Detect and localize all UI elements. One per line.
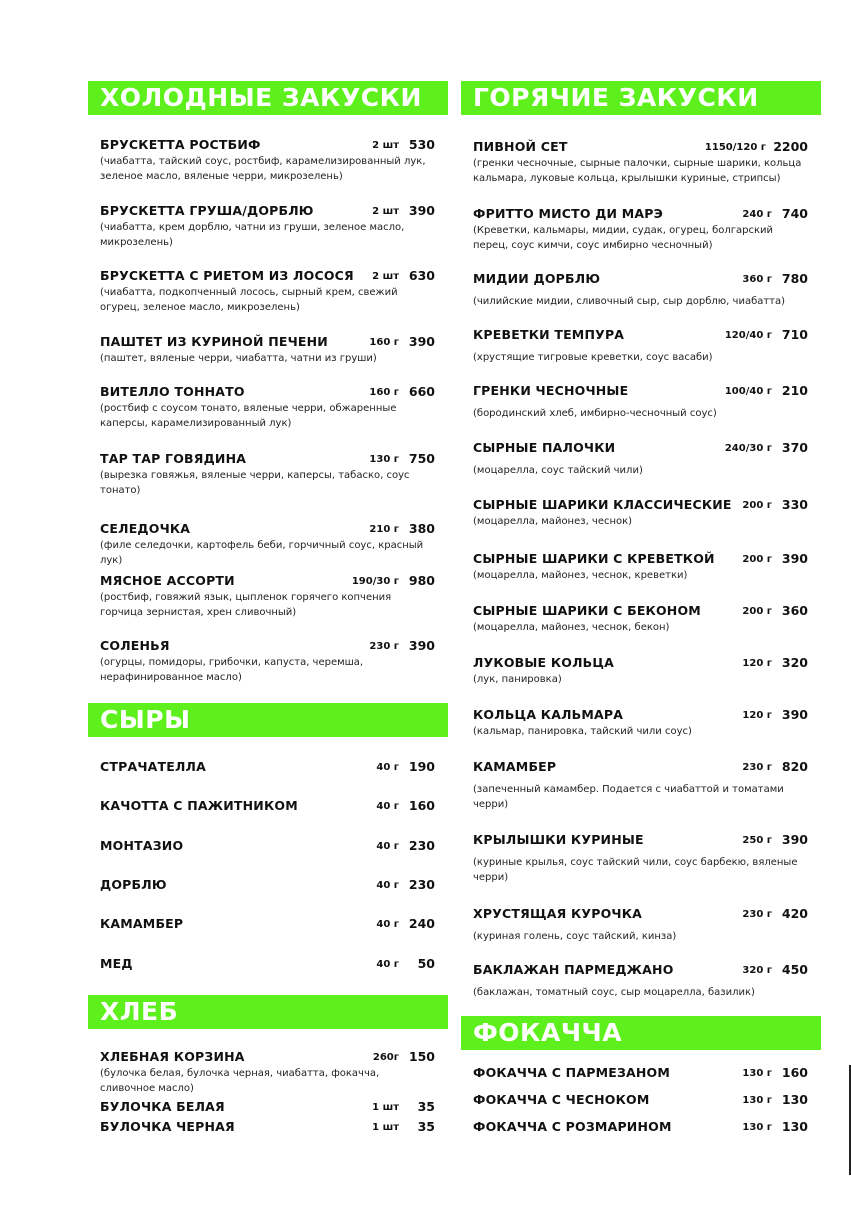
menu-item xyxy=(473,655,808,687)
item-description: (кальмар, панировка, тайский чили соус) xyxy=(473,726,692,737)
item-description: (Креветки, кальмары, мидии, судак, огурец, болгарский перец, соус кимчи, соус имбирно чесночный) xyxy=(473,225,774,251)
item-weight: 240 г xyxy=(742,209,772,220)
item-price: 780 xyxy=(781,271,808,286)
menu-item xyxy=(100,1099,435,1115)
item-description: (огурцы, помидоры, грибочки, капуста, черемша, нерафинированное масло) xyxy=(100,657,364,683)
item-name: ПАШТЕТ ИЗ КУРИНОЙ ПЕЧЕНИ xyxy=(100,334,328,349)
item-weight: 1 шт xyxy=(372,1122,399,1133)
item-name: МЕД xyxy=(100,956,133,971)
item-weight: 120/40 г xyxy=(724,330,772,341)
item-name: СЫРНЫЕ ШАРИКИ С БЕКОНОМ xyxy=(473,603,701,618)
item-price: 390 xyxy=(408,638,435,653)
item-price: 35 xyxy=(417,1099,435,1114)
item-name: ХРУСТЯЩАЯ КУРОЧКА xyxy=(473,906,643,921)
item-description: (филе селедочки, картофель беби, горчичный соус, красный лук) xyxy=(100,540,424,566)
item-name: ФОКАЧЧА С ЧЕСНОКОМ xyxy=(473,1092,650,1107)
item-description: (лук, панировка) xyxy=(473,674,562,685)
item-name: МИДИИ ДОРБЛЮ xyxy=(473,271,601,286)
menu-item xyxy=(100,759,435,775)
menu-item xyxy=(473,206,808,253)
menu-item xyxy=(473,832,808,885)
item-price: 710 xyxy=(781,327,808,342)
menu-item xyxy=(100,838,435,854)
section-title-cheese: СЫРЫ xyxy=(88,703,448,737)
menu-item xyxy=(473,440,808,478)
menu-item xyxy=(100,384,435,431)
item-description: (гренки чесночные, сырные палочки, сырные шарики, кольца кальмара, луковые кольца, крылышки куриные, стрипсы) xyxy=(473,158,802,184)
item-name: ХЛЕБНАЯ КОРЗИНА xyxy=(100,1049,245,1064)
section-title-focaccia: ФОКАЧЧА xyxy=(461,1016,821,1050)
item-name: МЯСНОЕ АССОРТИ xyxy=(100,573,235,588)
menu-item xyxy=(473,707,808,739)
item-price: 330 xyxy=(781,497,808,512)
menu-item xyxy=(100,573,435,620)
item-price: 130 xyxy=(781,1119,808,1134)
item-name: БРУСКЕТТА РОСТБИФ xyxy=(100,137,261,152)
item-name: ФРИТТО МИСТО ДИ МАРЭ xyxy=(473,206,664,221)
menu-item xyxy=(100,877,435,893)
item-name: СЕЛЕДОЧКА xyxy=(100,521,191,536)
item-name: СТРАЧАТЕЛЛА xyxy=(100,759,207,774)
item-price: 390 xyxy=(408,203,435,218)
item-description: (моцарелла, майонез, чеснок, креветки) xyxy=(473,570,688,581)
item-description: (моцарелла, майонез, чеснок, бекон) xyxy=(473,622,670,633)
item-description: (вырезка говяжья, вяленые черри, каперсы, табаско, соус тонато) xyxy=(100,470,410,496)
item-name: ФОКАЧЧА С РОЗМАРИНОМ xyxy=(473,1119,672,1134)
menu-item xyxy=(100,1049,435,1096)
item-weight: 230 г xyxy=(742,909,772,920)
item-name: ГРЕНКИ ЧЕСНОЧНЫЕ xyxy=(473,383,629,398)
item-name: ДОРБЛЮ xyxy=(100,877,167,892)
item-weight: 250 г xyxy=(742,835,772,846)
menu-item xyxy=(100,1119,435,1135)
item-description: (чилийские мидии, сливочный сыр, сыр дорблю, чиабатта) xyxy=(473,296,786,307)
item-description: (хрустящие тигровые креветки, соус васаби) xyxy=(473,352,713,363)
item-weight: 200 г xyxy=(742,500,772,511)
item-price: 660 xyxy=(408,384,435,399)
item-description: (ростбиф с соусом тонато, вяленые черри, обжаренные каперсы, карамелизированный лук) xyxy=(100,403,397,429)
section-title-bread: ХЛЕБ xyxy=(88,995,448,1029)
menu-item xyxy=(473,271,808,309)
item-weight: 230 г xyxy=(742,762,772,773)
item-weight: 210 г xyxy=(369,524,399,535)
item-description: (баклажан, томатный соус, сыр моцарелла, базилик) xyxy=(473,987,755,998)
item-description: (чиабатта, тайский соус, ростбиф, карамелизированный лук, зеленое масло, вяленые черри, микрозелень) xyxy=(100,156,426,182)
item-weight: 320 г xyxy=(742,965,772,976)
menu-item xyxy=(473,906,808,944)
menu-item xyxy=(473,327,808,365)
item-description: (паштет, вяленые черри, чиабатта, чатни из груши) xyxy=(100,353,377,364)
menu-item xyxy=(473,139,808,186)
item-name: ФОКАЧЧА С ПАРМЕЗАНОМ xyxy=(473,1065,671,1080)
item-name: БУЛОЧКА ЧЕРНАЯ xyxy=(100,1119,235,1134)
menu-item xyxy=(473,1119,808,1135)
item-price: 750 xyxy=(408,451,435,466)
item-name: ПИВНОЙ СЕТ xyxy=(473,139,568,154)
item-name: ТАР ТАР ГОВЯДИНА xyxy=(100,451,247,466)
menu-item xyxy=(473,383,808,421)
item-description: (моцарелла, майонез, чеснок) xyxy=(473,516,633,527)
item-price: 150 xyxy=(408,1049,435,1064)
item-weight: 160 г xyxy=(369,337,399,348)
item-price: 230 xyxy=(408,877,435,892)
item-weight: 120 г xyxy=(742,658,772,669)
item-weight: 2 шт xyxy=(372,206,399,217)
item-price: 530 xyxy=(408,137,435,152)
item-weight: 130 г xyxy=(369,454,399,465)
item-name: ВИТЕЛЛО ТОННАТО xyxy=(100,384,245,399)
item-description: (булочка белая, булочка черная, чиабатта, фокачча, сливочное масло) xyxy=(100,1068,380,1094)
item-price: 230 xyxy=(408,838,435,853)
item-name: КАЧОТТА С ПАЖИТНИКОМ xyxy=(100,798,298,813)
menu-item xyxy=(473,497,808,529)
menu-item xyxy=(473,962,808,1000)
item-weight: 1150/120 г xyxy=(704,142,766,153)
item-weight: 2 шт xyxy=(372,140,399,151)
item-price: 390 xyxy=(781,551,808,566)
item-name: СЫРНЫЕ ШАРИКИ С КРЕВЕТКОЙ xyxy=(473,551,715,566)
item-price: 390 xyxy=(408,334,435,349)
item-price: 370 xyxy=(781,440,808,455)
item-price: 190 xyxy=(408,759,435,774)
item-name: СЫРНЫЕ ПАЛОЧКИ xyxy=(473,440,616,455)
item-price: 210 xyxy=(781,383,808,398)
item-name: БРУСКЕТТА ГРУША/ДОРБЛЮ xyxy=(100,203,314,218)
item-price: 630 xyxy=(408,268,435,283)
item-description: (куриная голень, соус тайский, кинза) xyxy=(473,931,677,942)
menu-item xyxy=(100,916,435,932)
item-price: 160 xyxy=(408,798,435,813)
item-weight: 40 г xyxy=(376,880,399,891)
item-weight: 40 г xyxy=(376,801,399,812)
menu-item xyxy=(473,1092,808,1108)
item-price: 2200 xyxy=(773,139,808,154)
item-price: 35 xyxy=(417,1119,435,1134)
item-name: БУЛОЧКА БЕЛАЯ xyxy=(100,1099,225,1114)
item-name: КРЫЛЫШКИ КУРИНЫЕ xyxy=(473,832,644,847)
item-weight: 160 г xyxy=(369,387,399,398)
item-description: (ростбиф, говяжий язык, цыпленок горячего копчения горчица зернистая, хрен сливочный) xyxy=(100,592,392,618)
item-price: 160 xyxy=(781,1065,808,1080)
item-price: 420 xyxy=(781,906,808,921)
item-name: КАМАМБЕР xyxy=(473,759,557,774)
section-title-cold: ХОЛОДНЫЕ ЗАКУСКИ xyxy=(88,81,448,115)
item-weight: 120 г xyxy=(742,710,772,721)
item-weight: 2 шт xyxy=(372,271,399,282)
item-name: БРУСКЕТТА С РИЕТОМ ИЗ ЛОСОСЯ xyxy=(100,268,354,283)
item-price: 380 xyxy=(408,521,435,536)
item-weight: 260г xyxy=(372,1052,399,1063)
item-price: 450 xyxy=(781,962,808,977)
menu-item xyxy=(100,798,435,814)
menu-item xyxy=(100,521,435,568)
item-weight: 130 г xyxy=(742,1095,772,1106)
item-price: 980 xyxy=(408,573,435,588)
item-name: БАКЛАЖАН ПАРМЕДЖАНО xyxy=(473,962,674,977)
menu-item xyxy=(473,1065,808,1081)
menu-item xyxy=(100,638,435,685)
item-weight: 1 шт xyxy=(372,1102,399,1113)
item-weight: 130 г xyxy=(742,1068,772,1079)
menu-item xyxy=(100,334,435,366)
menu-item xyxy=(100,137,435,184)
item-description: (куриные крылья, соус тайский чили, соус барбекю, вяленые черри) xyxy=(473,857,798,883)
item-price: 820 xyxy=(781,759,808,774)
item-price: 390 xyxy=(781,707,808,722)
item-weight: 190/30 г xyxy=(351,576,399,587)
menu-item xyxy=(100,203,435,250)
item-price: 390 xyxy=(781,832,808,847)
item-name: СОЛЕНЬЯ xyxy=(100,638,170,653)
item-name: МОНТАЗИО xyxy=(100,838,184,853)
section-title-hot: ГОРЯЧИЕ ЗАКУСКИ xyxy=(461,81,821,115)
item-price: 240 xyxy=(408,916,435,931)
menu-item xyxy=(473,759,808,812)
item-description: (чиабатта, подкопченный лосось, сырный крем, свежий огурец, зеленое масло, микрозелень) xyxy=(100,287,398,313)
item-weight: 360 г xyxy=(742,274,772,285)
item-description: (запеченный камамбер. Подается с чиабаттой и томатами черри) xyxy=(473,784,784,810)
item-description: (чиабатта, крем дорблю, чатни из груши, зеленое масло, микрозелень) xyxy=(100,222,405,248)
item-weight: 100/40 г xyxy=(724,386,772,397)
item-weight: 130 г xyxy=(742,1122,772,1133)
item-price: 320 xyxy=(781,655,808,670)
menu-item xyxy=(473,603,808,635)
item-name: КОЛЬЦА КАЛЬМАРА xyxy=(473,707,624,722)
item-name: СЫРНЫЕ ШАРИКИ КЛАССИЧЕСКИЕ xyxy=(473,497,732,512)
item-weight: 200 г xyxy=(742,554,772,565)
item-weight: 40 г xyxy=(376,919,399,930)
item-price: 50 xyxy=(417,956,435,971)
menu-item xyxy=(100,451,435,498)
menu-item xyxy=(473,551,808,583)
menu-item xyxy=(100,956,435,972)
item-price: 740 xyxy=(781,206,808,221)
item-name: КРЕВЕТКИ ТЕМПУРА xyxy=(473,327,625,342)
item-description: (моцарелла, соус тайский чили) xyxy=(473,465,643,476)
item-price: 130 xyxy=(781,1092,808,1107)
item-description: (бородинский хлеб, имбирно-чесночный соус) xyxy=(473,408,717,419)
item-weight: 40 г xyxy=(376,841,399,852)
item-name: КАМАМБЕР xyxy=(100,916,184,931)
item-name: ЛУКОВЫЕ КОЛЬЦА xyxy=(473,655,615,670)
item-weight: 230 г xyxy=(369,641,399,652)
item-weight: 240/30 г xyxy=(724,443,772,454)
item-weight: 40 г xyxy=(376,959,399,970)
menu-item xyxy=(100,268,435,315)
item-weight: 40 г xyxy=(376,762,399,773)
item-weight: 200 г xyxy=(742,606,772,617)
item-price: 360 xyxy=(781,603,808,618)
